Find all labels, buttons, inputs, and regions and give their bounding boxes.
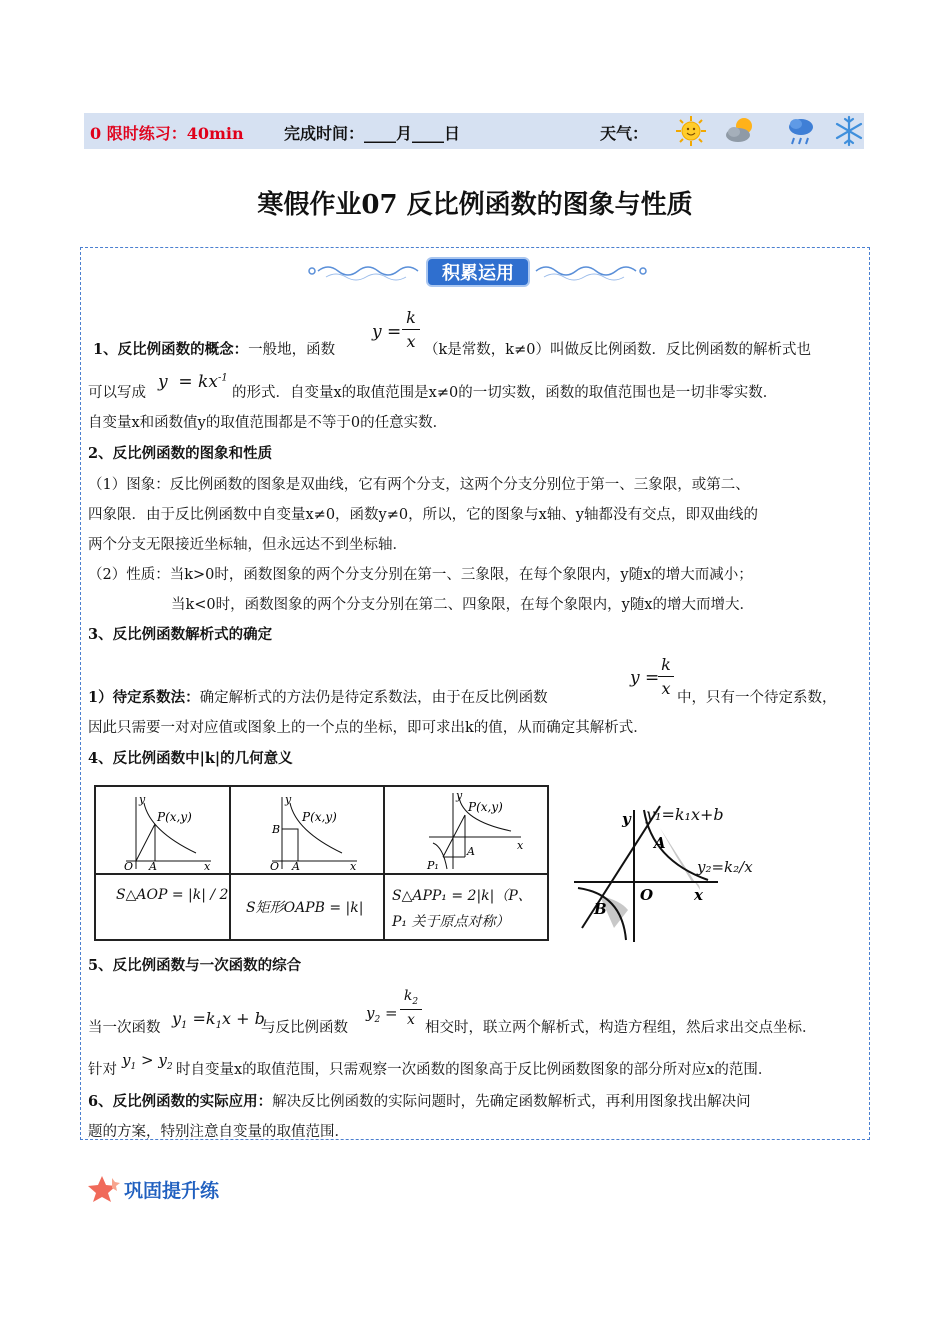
formula-k-over-x-2: k x: [658, 655, 674, 698]
formula-y1-gt-y2: $y_1 > y_2$: [122, 1051, 173, 1072]
svg-text:O: O: [640, 886, 654, 904]
s3-heading: 3、反比例函数解析式的确定: [88, 626, 273, 643]
svg-text:O: O: [270, 860, 280, 871]
s1-heading: 1、反比例函数的概念：: [93, 341, 249, 358]
s3-line1-b: 确定解析式的方法仍是待定系数法，由于在反比例函数: [199, 690, 548, 706]
geometric-meaning-table: [94, 785, 549, 941]
formula-k2-over-x: $k_2$ x: [400, 988, 422, 1028]
line-equation-label: y₁=k₁x+b: [646, 805, 724, 824]
section-banner: [306, 255, 646, 291]
svg-text:y: y: [456, 789, 463, 802]
svg-text:P(x,y): P(x,y): [468, 800, 503, 814]
svg-text:P(x,y): P(x,y): [302, 810, 337, 824]
svg-text:x: x: [694, 886, 703, 904]
area-oapb-formula: S矩形OAPB = |k|: [246, 900, 364, 916]
graph-triangle-aop: [116, 791, 216, 871]
s1-line2-a: 可以写成: [88, 385, 146, 401]
svg-text:x: x: [517, 839, 524, 852]
svg-text:A: A: [149, 860, 157, 871]
area-aop-formula: S△AOP = |k| / 2: [116, 887, 229, 903]
time-limit-label: 0 限时练习：40min: [90, 124, 244, 143]
consolidation-title: 巩固提升练: [124, 1180, 220, 1202]
s1-line3: 自变量x和函数值y的取值范围都是不等于0的任意实数．: [88, 415, 448, 431]
s5-line2-a: 针对: [88, 1062, 117, 1078]
s1-line2-b: 的形式．自变量x的取值范围是x≠0的一切实数，函数的取值范围也是一切非零实数．: [232, 385, 778, 401]
s5-line2-b: 时自变量x的取值范围，只需观察一次函数的图象高于反比例函数图象的部分所对应x的范围．: [176, 1062, 773, 1078]
header-bar: [84, 113, 864, 149]
s3-line1-c: 中，只有一个待定系数，: [677, 690, 837, 706]
svg-text:B: B: [594, 900, 607, 918]
s1-line1-a: 一般地，函数: [248, 342, 336, 358]
svg-text:x: x: [204, 860, 211, 871]
s5-line1-b: 与反比例函数: [261, 1020, 348, 1036]
svg-text:y: y: [622, 810, 631, 828]
snowflake-icon[interactable]: [832, 114, 866, 148]
page-title: 寒假作业07 反比例函数的图象与性质: [257, 190, 693, 220]
s4-heading: 4、反比例函数中|k|的几何意义: [88, 750, 293, 767]
formula-y-eq: y =: [372, 322, 402, 342]
area-app1-formula: S△APP₁ = 2|k|（P、P₁ 关于原点对称）: [392, 888, 532, 930]
s2-line4: （2）性质：当k>0时，函数图象的两个分支分别在第一、三象限，在每个象限内，y随x的增大而减小；: [88, 567, 753, 583]
s6-heading: 6、反比例函数的实际应用：: [88, 1093, 273, 1110]
formula-y2: $y_2$ =: [366, 1004, 398, 1025]
formula-kx-inverse: $y = kx^{-1}$: [158, 372, 228, 392]
s5-line1-c: 相交时，联立两个解析式，构造方程组，然后求出交点坐标．: [425, 1020, 817, 1036]
curve-equation-label: y₂=k₂/x: [697, 858, 753, 876]
svg-text:O: O: [124, 860, 134, 871]
graph-rectangle-oapb: [262, 791, 362, 871]
svg-text:y: y: [139, 793, 146, 806]
star-icon: [88, 1174, 122, 1204]
s2-heading: 2、反比例函数的图象和性质: [88, 445, 273, 462]
svg-text:y: y: [285, 793, 292, 806]
s3-line2: 因此只需要一对对应值或图象上的一个点的坐标，即可求出k的值，从而确定其解析式．: [88, 720, 648, 736]
s2-line5: 当k<0时，函数图象的两个分支分别在第二、四象限，在每个象限内，y随x的增大而增大．: [171, 597, 755, 613]
svg-text:P(x,y): P(x,y): [157, 810, 192, 824]
s2-line2: 四象限．由于反比例函数中自变量x≠0，函数y≠0，所以，它的图象与x轴、y轴都没有交点，即双曲线的: [88, 507, 758, 523]
completion-time-label: 完成时间：____月____日: [284, 124, 461, 143]
svg-text:A: A: [292, 860, 300, 871]
weather-label: 天气：: [600, 124, 649, 143]
banner-title: 积累运用: [426, 257, 530, 287]
s6-line1: 解决反比例函数的实际问题时，先确定函数解析式，再利用图象找出解决问: [272, 1094, 751, 1110]
formula-k-over-x: k x: [402, 308, 420, 351]
sun-icon[interactable]: [674, 114, 708, 148]
rain-cloud-icon[interactable]: [784, 114, 818, 148]
right-wave-decoration: [532, 263, 650, 283]
svg-text:B: B: [272, 823, 281, 836]
svg-text:A: A: [654, 834, 666, 852]
s2-line1: （1）图象：反比例函数的图象是双曲线，它有两个分支，这两个分支分别位于第一、三象限，或第二、: [88, 477, 750, 493]
svg-text:P₁: P₁: [427, 859, 439, 872]
formula-y-eq-2: y =: [630, 668, 660, 688]
formula-y1: $y_1 =k_1x + b$: [172, 1009, 265, 1032]
consolidation-header: [88, 1172, 288, 1206]
graph-triangle-app1: [421, 789, 531, 873]
s5-line1-a: 当一次函数: [88, 1020, 161, 1036]
s5-heading: 5、反比例函数与一次函数的综合: [88, 957, 302, 974]
partly-cloudy-icon[interactable]: [724, 114, 758, 148]
svg-text:A: A: [467, 845, 475, 858]
s1-line1-b: （k是常数，k≠0）叫做反比例函数．反比例函数的解析式也: [424, 342, 811, 358]
left-wave-decoration: [306, 263, 424, 283]
s2-line3: 两个分支无限接近坐标轴，但永远达不到坐标轴．: [88, 537, 407, 553]
svg-text:x: x: [350, 860, 357, 871]
s3-line1-a: 1）待定系数法：: [88, 689, 200, 706]
s6-line2: 题的方案，特别注意自变量的取值范围．: [88, 1124, 349, 1140]
